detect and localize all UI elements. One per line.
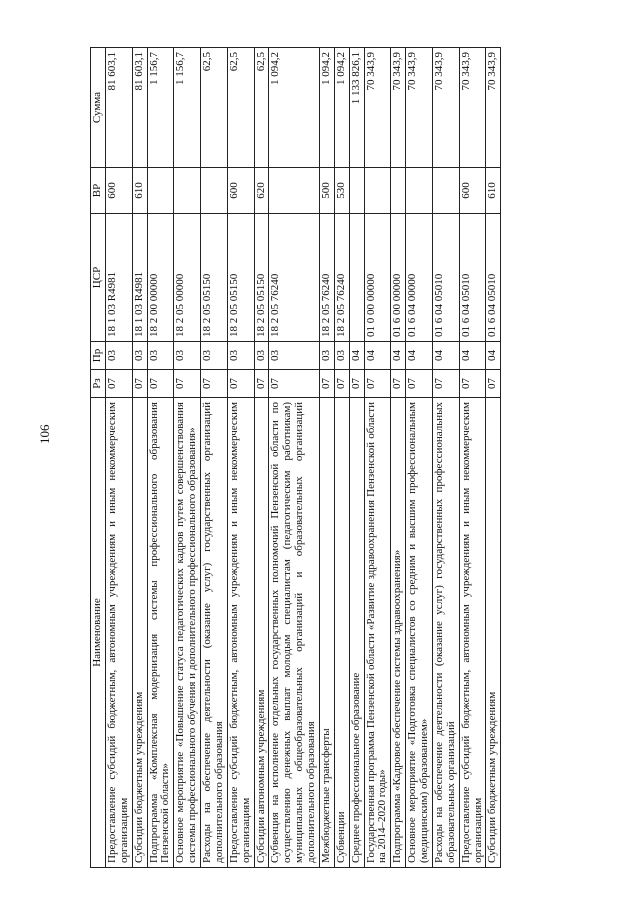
cell-csr: 18 1 03 R4981 [105,214,132,342]
cell-rz: 07 [406,370,433,398]
cell-vr: 610 [132,168,147,214]
cell-sum: 81 603,1 [105,48,132,168]
cell-rz: 07 [269,370,320,398]
cell-rz: 07 [319,370,334,398]
cell-name: Субсидии автономным учреждениям [254,398,269,868]
cell-vr [147,168,174,214]
cell-pr: 04 [432,342,459,370]
cell-vr [432,168,459,214]
header-pr: Пр [91,342,106,370]
cell-rz: 07 [459,370,486,398]
header-row [91,48,106,868]
cell-pr: 03 [105,342,132,370]
cell-name: Подпрограмма «Комплексная модернизация системы профессионального образования Пензенской области» [147,398,174,868]
cell-csr: 18 2 05 76240 [334,214,349,342]
cell-vr: 600 [227,168,254,214]
cell-csr: 18 2 05 00000 [174,214,201,342]
cell-rz: 07 [432,370,459,398]
cell-sum: 81 603,1 [132,48,147,168]
cell-rz: 07 [391,370,406,398]
cell-name: Субвенции [334,398,349,868]
cell-pr: 04 [364,342,391,370]
table-row [227,48,254,868]
cell-sum: 1 094,2 [334,48,349,168]
cell-name: Подпрограмма «Кадровое обеспечение системы здравоохранения» [391,398,406,868]
cell-name: Расходы на обеспечение деятельности (оказание услуг) государственных профессиональных образовательных организаций [432,398,459,868]
cell-rz: 07 [201,370,228,398]
table-row [174,48,201,868]
cell-sum: 70 343,9 [391,48,406,168]
cell-name: Предоставление субсидий бюджетным, автономным учреждениям и иным некоммерческим организациям [459,398,486,868]
cell-csr: 18 2 05 05150 [201,214,228,342]
cell-rz: 07 [174,370,201,398]
cell-vr [349,168,364,214]
cell-csr: 01 6 04 00000 [406,214,433,342]
cell-sum: 1 133 826,1 [349,48,364,168]
cell-csr: 01 6 04 05010 [432,214,459,342]
table-row [459,48,486,868]
cell-pr: 03 [269,342,320,370]
cell-sum: 70 343,9 [364,48,391,168]
cell-name: Государственная программа Пензенской области «Развитие здравоохранения Пензенской области на 2014–2020 годы» [364,398,391,868]
cell-pr: 03 [132,342,147,370]
cell-sum: 70 343,9 [459,48,486,168]
cell-vr: 610 [486,168,501,214]
cell-vr [174,168,201,214]
cell-csr: 01 6 04 05010 [459,214,486,342]
table-row [334,48,349,868]
cell-csr: 18 2 05 05150 [227,214,254,342]
cell-vr [269,168,320,214]
cell-csr: 18 2 05 76240 [269,214,320,342]
cell-csr: 01 0 00 00000 [364,214,391,342]
cell-rz: 07 [364,370,391,398]
header-csr: ЦСР [91,214,106,342]
cell-name: Расходы на обеспечение деятельности (оказание услуг) государственных организаций дополнительного образования [201,398,228,868]
cell-vr [391,168,406,214]
table-row [432,48,459,868]
cell-pr: 03 [254,342,269,370]
cell-csr [349,214,364,342]
table-row [269,48,320,868]
cell-pr: 03 [174,342,201,370]
cell-sum: 62,5 [254,48,269,168]
cell-rz: 07 [349,370,364,398]
cell-name: Субвенция на исполнение отдельных государственных полномочий Пензенской области по осуществлению денежных выплат молодым специалистам (педагогическим работникам) муниципальных общеобразовательных организаций и образовательных организаций дополнительного образования [269,398,320,868]
table-row [391,48,406,868]
header-vr: ВР [91,168,106,214]
cell-pr: 03 [201,342,228,370]
cell-vr: 600 [459,168,486,214]
page-number: 106 [37,424,52,444]
cell-sum: 70 343,9 [406,48,433,168]
cell-sum: 1 094,2 [269,48,320,168]
header-name: Наименование [91,398,106,868]
cell-csr: 01 6 04 05010 [486,214,501,342]
cell-rz: 07 [254,370,269,398]
cell-name: Субсидии бюджетным учреждениям [132,398,147,868]
table-row [486,48,501,868]
rotated-page [90,48,556,868]
cell-sum: 1 094,2 [319,48,334,168]
cell-vr: 530 [334,168,349,214]
table-row [364,48,391,868]
cell-vr: 620 [254,168,269,214]
cell-pr: 04 [391,342,406,370]
cell-csr: 18 2 05 05150 [254,214,269,342]
cell-sum: 70 343,9 [432,48,459,168]
cell-csr: 18 2 05 76240 [319,214,334,342]
cell-rz: 07 [227,370,254,398]
cell-sum: 62,5 [201,48,228,168]
header-sum: Сумма [91,48,106,168]
cell-name: Межбюджетные трансферты [319,398,334,868]
table-row [201,48,228,868]
table-row [105,48,132,868]
cell-pr: 03 [147,342,174,370]
cell-rz: 07 [486,370,501,398]
table-row [147,48,174,868]
cell-csr: 18 2 00 00000 [147,214,174,342]
cell-pr: 04 [459,342,486,370]
table-row [254,48,269,868]
cell-name: Основное мероприятие «Повышение статуса педагогических кадров путем совершенствования системы профессионального обучения и дополнительного профессионального образования» [174,398,201,868]
cell-pr: 04 [406,342,433,370]
cell-csr: 01 6 00 00000 [391,214,406,342]
cell-pr: 04 [349,342,364,370]
cell-vr [406,168,433,214]
cell-name: Предоставление субсидий бюджетным, автономным учреждениям и иным некоммерческим организациям [227,398,254,868]
cell-vr [364,168,391,214]
cell-pr: 03 [334,342,349,370]
table-row [349,48,364,868]
cell-pr: 03 [319,342,334,370]
budget-table [90,47,501,868]
cell-name: Предоставление субсидий бюджетным, автономным учреждениям и иным некоммерческим организациям [105,398,132,868]
cell-name: Среднее профессиональное образование [349,398,364,868]
cell-rz: 07 [147,370,174,398]
table-row [319,48,334,868]
header-rz: Рз [91,370,106,398]
cell-name: Субсидии бюджетным учреждениям [486,398,501,868]
cell-sum: 1 156,7 [174,48,201,168]
table-row [406,48,433,868]
table-row [132,48,147,868]
cell-name: Основное мероприятие «Подготовка специалистов со средним и высшим профессиональным (медицинским) образованием» [406,398,433,868]
cell-vr: 600 [105,168,132,214]
cell-csr: 18 1 03 R4981 [132,214,147,342]
cell-sum: 70 343,9 [486,48,501,168]
cell-rz: 07 [132,370,147,398]
cell-vr [201,168,228,214]
cell-vr: 500 [319,168,334,214]
cell-rz: 07 [105,370,132,398]
cell-pr: 03 [227,342,254,370]
cell-rz: 07 [334,370,349,398]
cell-sum: 1 156,7 [147,48,174,168]
cell-sum: 62,5 [227,48,254,168]
cell-pr: 04 [486,342,501,370]
